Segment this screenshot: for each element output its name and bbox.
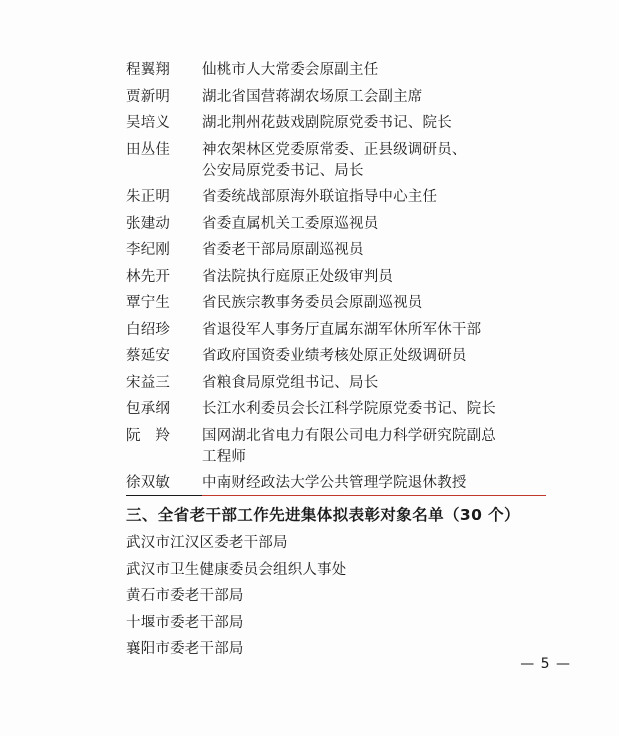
person-name: 林先开 — [126, 268, 171, 285]
person-name: 包承纲 — [126, 401, 171, 417]
person-description: 省法院执行庭原正处级审判员 — [202, 268, 394, 285]
person-name: 宋益三 — [126, 374, 171, 391]
person-name: 张建动 — [126, 215, 171, 232]
person-name: 阮 羚 — [126, 427, 171, 444]
person-description-line2: 工程师 — [202, 448, 247, 465]
person-name: 贾新明 — [126, 88, 171, 105]
person-description-line1: 神农架林区党委原常委、正县级调研员、 — [202, 141, 467, 158]
person-name: 吴培义 — [126, 115, 171, 131]
person-entry — [126, 60, 546, 81]
person-description: 湖北荆州花鼓戏剧院原党委书记、院长 — [202, 115, 452, 131]
person-name: 蔡延安 — [126, 348, 171, 364]
person-description: 省民族宗教事务委员会原副巡视员 — [202, 295, 423, 311]
person-entry — [126, 113, 546, 134]
person-entry — [126, 293, 546, 314]
list-item: 十堰市委老干部局 — [126, 614, 244, 631]
person-description: 省委老干部局原副巡视员 — [202, 242, 364, 258]
person-description: 省委统战部原海外联谊指导中心主任 — [202, 189, 438, 205]
list-item: 黄石市委老干部局 — [126, 588, 244, 604]
list-item: 襄阳市委老干部局 — [126, 641, 244, 657]
person-description-line2: 公安局原党委书记、局长 — [202, 162, 364, 179]
person-entry — [126, 140, 546, 182]
person-description: 省退役军人事务厅直属东湖军休所军休干部 — [202, 321, 482, 338]
person-entry — [126, 426, 546, 468]
person-description: 省粮食局原党组书记、局长 — [202, 374, 379, 391]
person-name: 程翼翔 — [126, 62, 171, 78]
person-name: 田丛佳 — [126, 141, 171, 158]
document-content — [126, 60, 546, 666]
person-entry — [126, 214, 546, 235]
person-entry — [126, 267, 546, 288]
person-description-line1: 国网湖北省电力有限公司电力科学研究院副总 — [202, 427, 496, 444]
person-entry — [126, 373, 546, 394]
person-description: 省委直属机关工委原巡视员 — [202, 215, 379, 232]
section-heading: 三、全省老干部工作先进集体拟表彰对象名单（30 个） — [126, 506, 520, 524]
person-description: 长江水利委员会长江科学院原党委书记、院长 — [202, 401, 496, 417]
person-description: 中南财经政法大学公共管理学院退休教授 — [202, 473, 546, 496]
list-item: 武汉市卫生健康委员会组织人事处 — [126, 561, 347, 578]
person-entry-highlighted — [126, 473, 546, 496]
list-item: 武汉市江汉区委老干部局 — [126, 535, 288, 551]
person-description — [202, 140, 546, 182]
person-name: 覃宁生 — [126, 295, 171, 311]
person-name: 白绍珍 — [126, 321, 171, 338]
person-description: 仙桃市人大常委会原副主任 — [202, 62, 379, 78]
person-description: 湖北省国营蒋湖农场原工会副主席 — [202, 88, 423, 105]
person-entry — [126, 187, 546, 208]
person-entry — [126, 399, 546, 420]
person-name: 徐双敏 — [126, 473, 202, 496]
person-description — [202, 426, 546, 468]
person-entry — [126, 346, 546, 367]
person-entry — [126, 87, 546, 108]
person-description: 省政府国资委业绩考核处原正处级调研员 — [202, 348, 467, 364]
page-number: — 5 — — [520, 656, 571, 672]
person-name: 朱正明 — [126, 189, 171, 205]
person-name: 李纪刚 — [126, 242, 171, 258]
person-entry — [126, 240, 546, 261]
person-entry — [126, 320, 546, 341]
